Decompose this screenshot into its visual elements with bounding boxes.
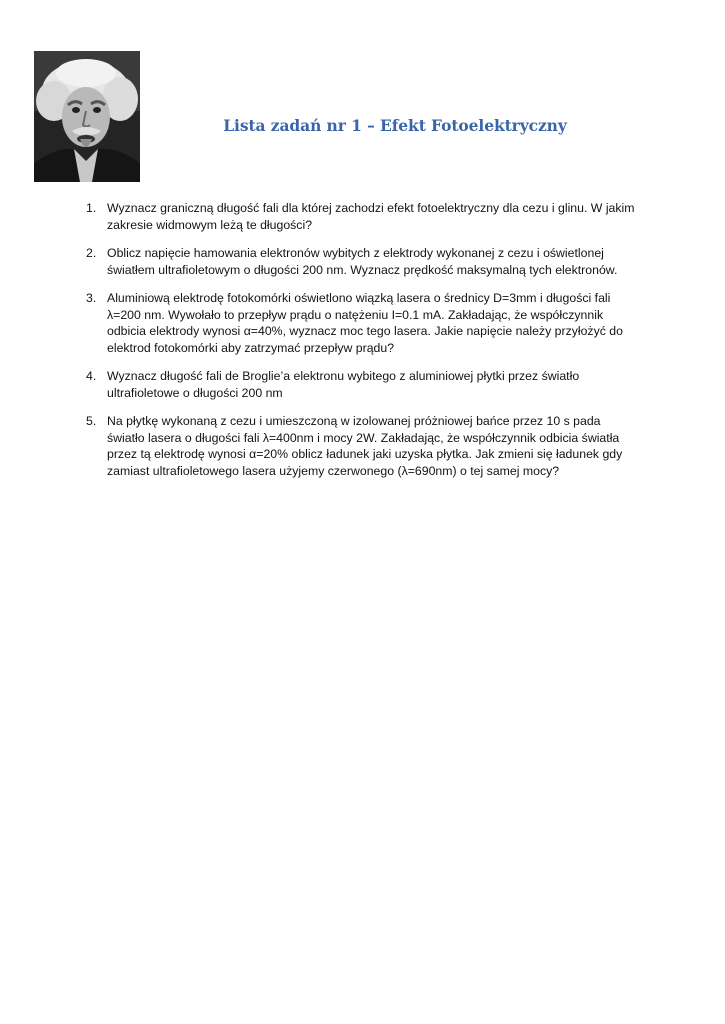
task-number: 4. [86,369,97,383]
task-item [80,245,640,278]
task-number: 1. [86,201,97,215]
task-number: 2. [86,246,97,260]
task-item [80,368,640,401]
portrait-photo-icon [34,51,140,182]
task-item [80,290,640,356]
task-text: Wyznacz długość fali de Broglie’a elektronu wybitego z aluminiowej płytki przez światło ultrafioletowe o długości 200 nm [107,369,580,400]
portrait-photo-graphic [34,51,140,182]
task-number: 3. [86,291,97,305]
task-text: Na płytkę wykonaną z cezu i umieszczoną w izolowanej próżniowej bańce przez 10 s pada światło lasera o długości fali λ=400nm i mocy 2W. Zakładając, że współczynnik odbicia światła przez tą elektrodę wynosi α=20% oblicz ładunek jaki uzyska płytka. Jak zmieni się ładunek gdy zamiast ultrafioletowego lasera użyjemy czerwonego (λ=690nm) o tej samej mocy? [107,414,623,478]
task-text: Wyznacz graniczną długość fali dla której zachodzi efekt fotoelektryczny dla cezu i glinu. W jakim zakresie widmowym leżą te długości? [107,201,635,232]
task-number: 5. [86,414,97,428]
task-text: Aluminiową elektrodę fotokomórki oświetlono wiązką lasera o średnicy D=3mm i długości fali λ=200 nm. Wywołało to przepływ prądu o natężeniu I=0.1 mA. Zakładając, że współczynnik odbicia elektrody wynosi α=40%, wyznacz moc tego lasera. Jakie napięcie należy przyłożyć do elektrod fotokomórki aby zatrzymać przepływ prądu? [107,291,623,355]
task-text: Oblicz napięcie hamowania elektronów wybitych z elektrody wykonanej z cezu i oświetlonej światłem ultrafioletowym o długości 200 nm. Wyznacz prędkość maksymalną tych elektronów. [107,246,618,277]
page-title: Lista zadań nr 1 – Efekt Fotoelektryczny [223,116,567,135]
task-item [80,413,640,479]
task-list [80,200,640,491]
task-item [80,200,640,233]
